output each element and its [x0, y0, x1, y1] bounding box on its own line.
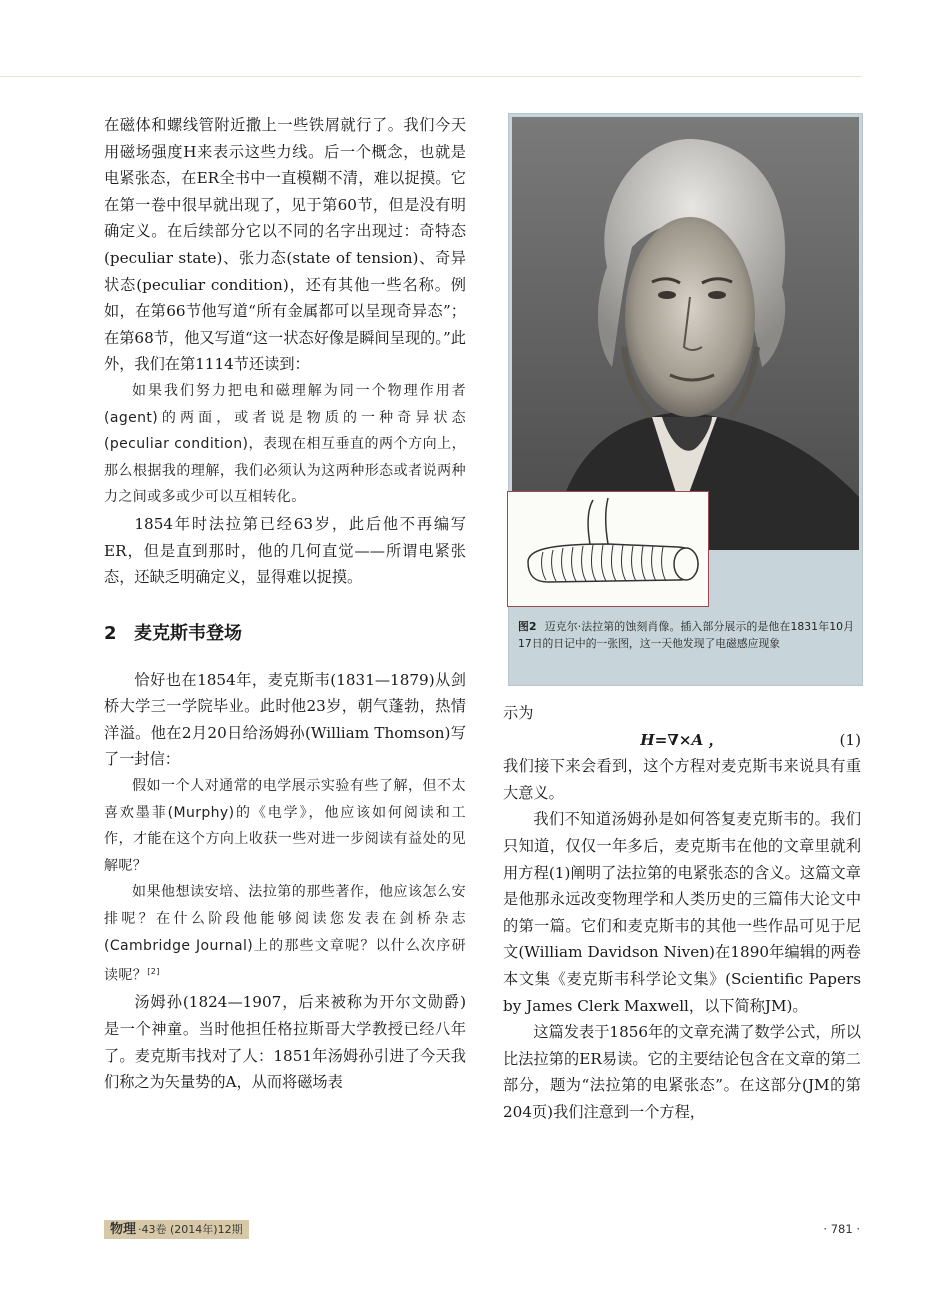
magazine-name: 物理: [110, 1222, 137, 1237]
coil-sketch-icon: [508, 492, 708, 606]
equation-text: H=∇×A ，: [640, 730, 724, 749]
paragraph: 在磁体和螺线管附近撒上一些铁屑就行了。我们今天用磁场强度H来表示这些力线。后一个概念，也就是电紧张态，在ER全书中一直模糊不清，难以捉摸。它在第一卷中很早就出现了，见于第60节，但是没有明确定义。在后续部分它以不同的名字出现过：奇特态(peculiar state)、张力态(state of tension)、奇异状态(peculiar condition)，还有其他一些名称。例如，在第66节他写道“所有金属都可以呈现奇异态”；在第68节，他又写道“这一状态好像是瞬间呈现的。”此外，我们在第1114节还读到：: [104, 116, 466, 374]
block-quote: [104, 879, 466, 989]
reference-link[interactable]: [2]: [147, 967, 160, 977]
faraday-portrait-image: [512, 117, 859, 550]
paragraph: 汤姆孙(1824—1907，后来被称为开尔文勋爵)是一个神童。当时他担任格拉斯哥大学教授已经八年了。麦克斯韦找对了人：1851年汤姆孙引进了今天我们称之为矢量势的A，从而将磁场表: [104, 993, 466, 1092]
quote-text: 如果他想读安培、法拉第的那些著作，他应该怎么安排呢？在什么阶段他能够阅读您发表在剑桥杂志(Cambridge Journal)上的那些文章呢？以什么次序研读呢？: [104, 884, 466, 984]
block-quote: 假如一个人对通常的电学展示实验有些了解，但不太喜欢墨菲(Murphy)的《电学》，他应该如何阅读和工作，才能在这个方向上收获一些对进一步阅读有益处的见解呢？: [104, 778, 466, 874]
figure-caption: [518, 618, 854, 652]
section-title: 麦克斯韦登场: [134, 622, 242, 644]
caption-text: 迈克尔·法拉第的蚀刻肖像。插入部分展示的是他在1831年10月17日的日记中的一张图，这一天他发现了电磁感应现象: [518, 620, 854, 650]
diary-sketch-inset: [507, 491, 709, 607]
figure: [508, 113, 863, 686]
section-heading: [104, 621, 466, 647]
paragraph: 这篇发表于1856年的文章充满了数学公式，所以比法拉第的ER易读。它的主要结论包含在文章的第二部分，题为“法拉第的电紧张态”。在这部分(JM的第204页)我们注意到一个方程，: [503, 1023, 861, 1121]
paragraph: 我们不知道汤姆孙是如何答复麦克斯韦的。我们只知道，仅仅一年多后，麦克斯韦在他的文章里就利用方程(1)阐明了法拉第的电紧张态的含义。这篇文章是他那永远改变物理学和人类历史的三篇伟大论文中的第一篇。它们和麦克斯韦的其他一些作品可见于尼文(William Davidson Niven)在1890年编辑的两卷本文集《麦克斯韦科学论文集》(Scientific Papers by James Clerk Maxwell，以下简称JM)。: [503, 810, 861, 1015]
block-quote: 如果我们努力把电和磁理解为同一个物理作用者(agent)的两面，或者说是物质的一种奇异状态(peculiar condition)，表现在相互垂直的两个方向上，那么根据我的理解，我们必须认为这两种形态或者说两种力之间或多或少可以互相转化。: [104, 382, 466, 506]
paragraph: 示为: [503, 704, 534, 722]
page-number: · 781 ·: [823, 1222, 860, 1236]
paragraph: 1854年时法拉第已经63岁，此后他不再编写ER，但是直到那时，他的几何直觉——所谓电紧张态，还缺乏明确定义，显得难以捉摸。: [104, 514, 466, 587]
equation-number: (1): [839, 730, 861, 749]
left-column: [104, 112, 466, 1096]
equation: [503, 727, 861, 754]
header-rule: [0, 76, 862, 77]
issue-info: ·43卷 (2014年)12期: [138, 1223, 243, 1236]
section-number: 2: [104, 622, 117, 644]
paragraph: 我们接下来会看到，这个方程对麦克斯韦来说具有重大意义。: [503, 757, 861, 802]
right-column: [503, 700, 861, 1126]
journal-footer: [104, 1220, 249, 1239]
paragraph: 恰好也在1854年，麦克斯韦(1831—1879)从剑桥大学三一学院毕业。此时他23岁，朝气蓬勃，热情洋溢。他在2月20日给汤姆孙(William Thomson)写了一封信：: [104, 670, 466, 769]
figure-label: 图2: [518, 620, 537, 633]
